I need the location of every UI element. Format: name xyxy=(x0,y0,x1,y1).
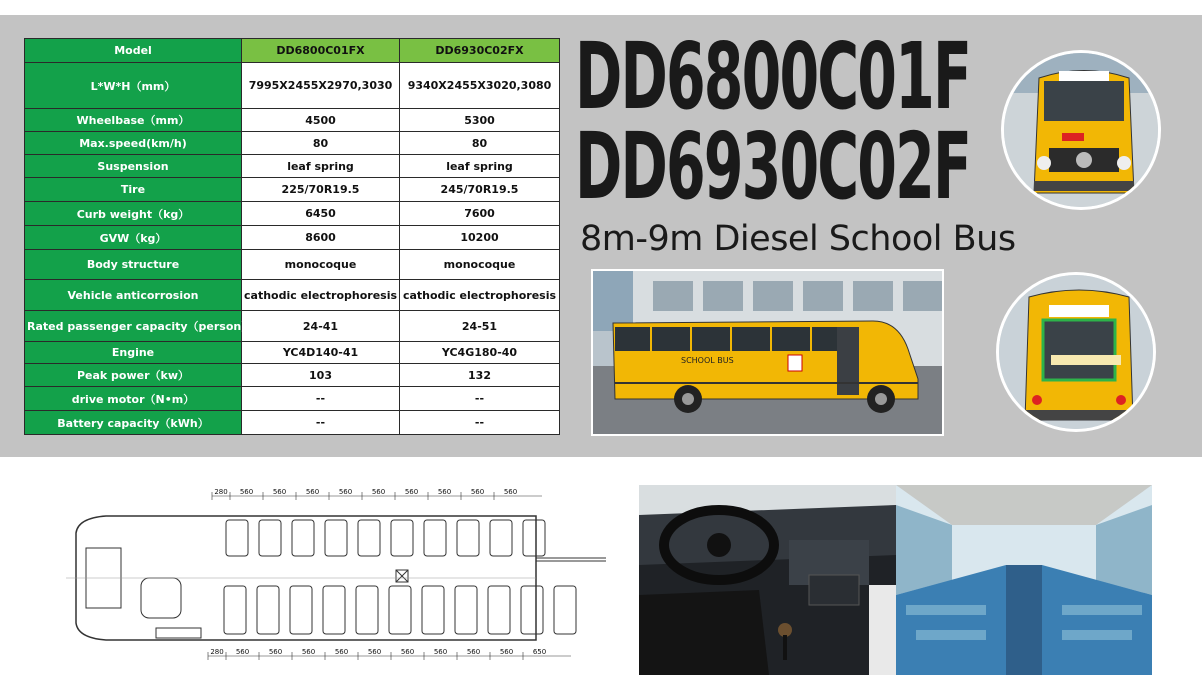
seat xyxy=(391,520,413,556)
dimension-label: 560 xyxy=(499,648,514,656)
dimension-label: 560 xyxy=(305,488,320,496)
spec-value-model-1: 7995X2455X2970,3030 xyxy=(242,63,400,109)
spec-value-model-1: 6450 xyxy=(242,202,400,226)
spec-row-label: drive motor（N•m） xyxy=(25,387,242,411)
dimension-label: 560 xyxy=(437,488,452,496)
seat xyxy=(490,520,512,556)
spec-value-model-2: leaf spring xyxy=(400,155,560,178)
spec-value-model-1: -- xyxy=(242,387,400,411)
spec-row xyxy=(25,155,560,178)
seat xyxy=(257,586,279,634)
driver-cockpit-photo xyxy=(639,485,896,675)
seat xyxy=(424,520,446,556)
spec-value-model-1: 4500 xyxy=(242,109,400,132)
spec-row-label: Tire xyxy=(25,178,242,202)
bus-side-label: SCHOOL BUS xyxy=(681,356,734,365)
spec-row-label: L*W*H（mm） xyxy=(25,63,242,109)
seat-layout-diagram xyxy=(66,488,611,664)
spec-row-label: GVW（kg） xyxy=(25,226,242,250)
dimension-label: 650 xyxy=(532,648,547,656)
spec-value-model-2: 80 xyxy=(400,132,560,155)
spec-row xyxy=(25,132,560,155)
spec-row xyxy=(25,280,560,311)
title-model-1: DD6800C01F xyxy=(575,23,971,130)
bus-front-photo xyxy=(1001,50,1161,210)
seat xyxy=(358,520,380,556)
seat xyxy=(523,520,545,556)
spec-row-label: Engine xyxy=(25,342,242,364)
dimension-label: 560 xyxy=(466,648,481,656)
seat xyxy=(292,520,314,556)
spec-table xyxy=(24,38,560,435)
dimension-label: 560 xyxy=(433,648,448,656)
seat xyxy=(455,586,477,634)
dimension-label: 560 xyxy=(400,648,415,656)
spec-row-label: Max.speed(km/h) xyxy=(25,132,242,155)
seat xyxy=(422,586,444,634)
dimension-label: 560 xyxy=(239,488,254,496)
spec-header-row xyxy=(25,39,560,63)
spec-row xyxy=(25,342,560,364)
seat xyxy=(325,520,347,556)
spec-row-label: Vehicle anticorrosion xyxy=(25,280,242,311)
spec-row-label: Wheelbase（mm） xyxy=(25,109,242,132)
dimension-label: 560 xyxy=(268,648,283,656)
spec-value-model-2: monocoque xyxy=(400,250,560,280)
dimension-label: 560 xyxy=(338,488,353,496)
spec-row xyxy=(25,364,560,387)
spec-row-label: Suspension xyxy=(25,155,242,178)
spec-row xyxy=(25,311,560,342)
spec-row xyxy=(25,63,560,109)
spec-value-model-2: 7600 xyxy=(400,202,560,226)
dimension-label: 560 xyxy=(503,488,518,496)
spec-value-model-1: 80 xyxy=(242,132,400,155)
dimension-label: 560 xyxy=(272,488,287,496)
spec-value-model-2: cathodic electrophoresis xyxy=(400,280,560,311)
spec-row-label: Curb weight（kg） xyxy=(25,202,242,226)
seat xyxy=(323,586,345,634)
seat xyxy=(554,586,576,634)
dimension-label: 560 xyxy=(371,488,386,496)
dimension-label: 560 xyxy=(301,648,316,656)
spec-value-model-1: leaf spring xyxy=(242,155,400,178)
seat xyxy=(226,520,248,556)
spec-value-model-2: 10200 xyxy=(400,226,560,250)
spec-row xyxy=(25,250,560,280)
bus-side-photo xyxy=(591,269,944,436)
spec-value-model-2: YC4G180-40 xyxy=(400,342,560,364)
spec-value-model-2: -- xyxy=(400,411,560,435)
bus-rear-photo xyxy=(996,272,1156,432)
spec-value-model-2: 245/70R19.5 xyxy=(400,178,560,202)
spec-row-label: Battery capacity（kWh） xyxy=(25,411,242,435)
seat xyxy=(224,586,246,634)
seat xyxy=(356,586,378,634)
spec-row xyxy=(25,109,560,132)
spec-value-model-2: 132 xyxy=(400,364,560,387)
passenger-cabin-photo xyxy=(896,485,1152,675)
title-model-2: DD6930C02F xyxy=(575,113,971,220)
spec-value-model-1: 225/70R19.5 xyxy=(242,178,400,202)
spec-row-label: Peak power（kw） xyxy=(25,364,242,387)
seat xyxy=(290,586,312,634)
seat xyxy=(488,586,510,634)
spec-value-model-1: 24-41 xyxy=(242,311,400,342)
spec-value-model-1: -- xyxy=(242,411,400,435)
spec-value-model-1: cathodic electrophoresis xyxy=(242,280,400,311)
dimension-label: 560 xyxy=(235,648,250,656)
spec-value-model-2: -- xyxy=(400,387,560,411)
spec-value-model-1: 8600 xyxy=(242,226,400,250)
dimension-label: 280 xyxy=(210,648,224,656)
dimension-label: 560 xyxy=(334,648,349,656)
subtitle: 8m-9m Diesel School Bus xyxy=(580,219,1016,259)
dimension-label: 560 xyxy=(404,488,419,496)
spec-header-model-1: DD6800C01FX xyxy=(242,39,400,63)
spec-row xyxy=(25,226,560,250)
dimension-label: 560 xyxy=(470,488,485,496)
spec-value-model-1: 103 xyxy=(242,364,400,387)
spec-value-model-1: monocoque xyxy=(242,250,400,280)
spec-row-label: Body structure xyxy=(25,250,242,280)
seat xyxy=(457,520,479,556)
spec-row xyxy=(25,178,560,202)
spec-header-model-2: DD6930C02FX xyxy=(400,39,560,63)
spec-row xyxy=(25,202,560,226)
seat xyxy=(259,520,281,556)
dimension-label: 560 xyxy=(367,648,382,656)
spec-row xyxy=(25,387,560,411)
spec-value-model-2: 9340X2455X3020,3080 xyxy=(400,63,560,109)
spec-row-label: Rated passenger capacity（person） xyxy=(25,311,242,342)
dimension-label: 280 xyxy=(214,488,228,496)
spec-value-model-2: 5300 xyxy=(400,109,560,132)
spec-row xyxy=(25,411,560,435)
seat xyxy=(389,586,411,634)
spec-header-label: Model xyxy=(25,39,242,63)
spec-value-model-2: 24-51 xyxy=(400,311,560,342)
spec-value-model-1: YC4D140-41 xyxy=(242,342,400,364)
seat xyxy=(521,586,543,634)
